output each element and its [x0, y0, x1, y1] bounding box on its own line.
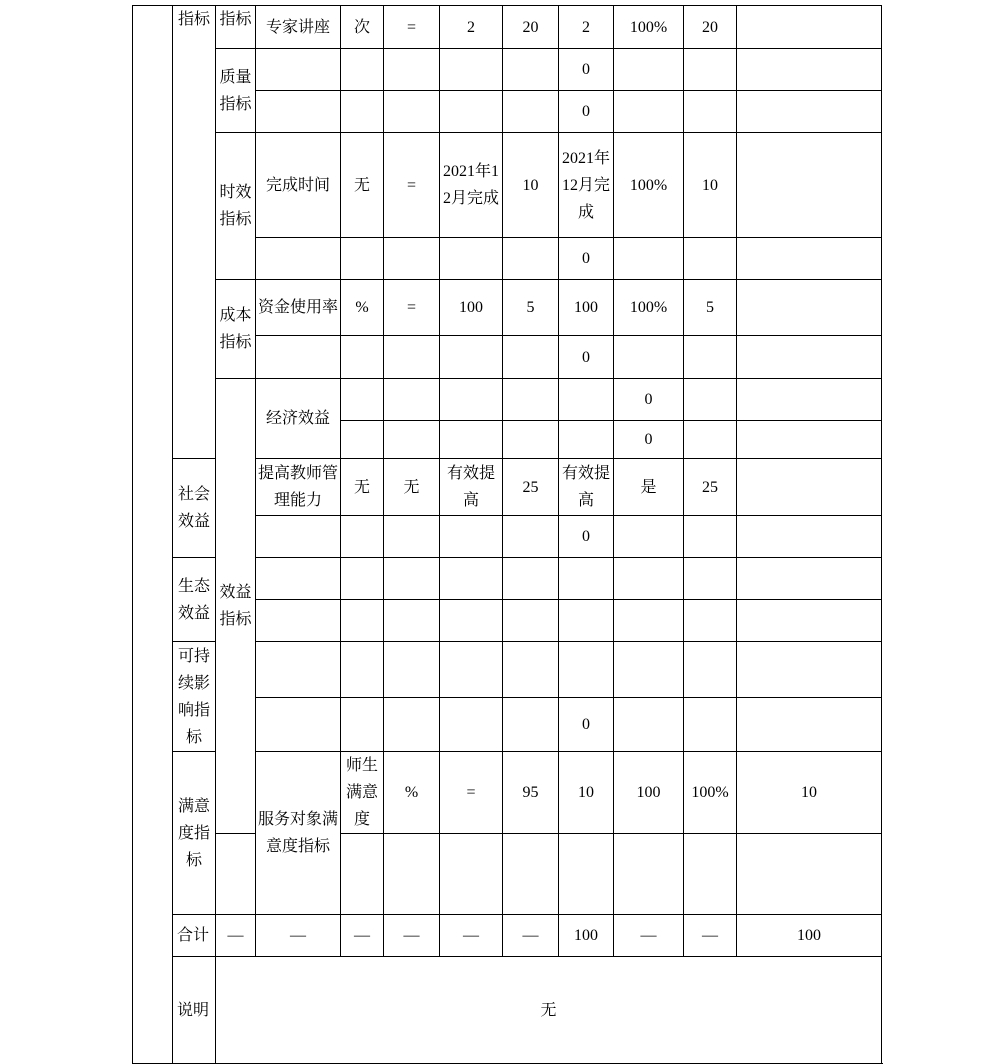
cell-actual-value: [559, 642, 614, 698]
table-row-timeliness-1: [133, 133, 882, 238]
cell-total-dash: —: [384, 915, 440, 957]
cell-score: 5: [684, 280, 737, 336]
cell-level3-social-benefit: 社会效益: [173, 459, 216, 558]
cell-indicator-name: [256, 336, 341, 379]
cell-actual-value: 0: [559, 91, 614, 133]
cell-level3-ecological-benefit: 生态效益: [173, 558, 216, 642]
cell-target-value: [440, 834, 503, 915]
cell-note: [737, 238, 882, 280]
cell-indicator-name: [256, 600, 341, 642]
cell-actual-value: 0: [559, 336, 614, 379]
cell-indicator-name: 资金使用率: [256, 280, 341, 336]
cell-indicator-name: [216, 834, 256, 915]
cell-unit: [341, 600, 384, 642]
cell-unit: 无: [341, 459, 384, 516]
cell-target-value: [440, 336, 503, 379]
cell-score: [684, 600, 737, 642]
cell-actual-value: [559, 600, 614, 642]
cell-actual-value: 100: [614, 752, 684, 834]
cell-target-value: 95: [503, 752, 559, 834]
cell-score: 20: [684, 6, 737, 49]
cell-total-label: 合计: [173, 915, 216, 957]
cell-target-value: [440, 642, 503, 698]
cell-operator: =: [384, 280, 440, 336]
cell-operator: 无: [384, 459, 440, 516]
cell-score: [684, 91, 737, 133]
cell-completion-rate: 100%: [614, 280, 684, 336]
cell-operator: [440, 421, 503, 459]
cell-target-value: [503, 379, 559, 421]
cell-completion-rate: [684, 421, 737, 459]
cell-indicator-name: [256, 642, 341, 698]
cell-score: [684, 558, 737, 600]
cell-weight: [559, 379, 614, 421]
cell-actual-value: 有效提高: [559, 459, 614, 516]
performance-indicator-table: [132, 5, 882, 1064]
cell-completion-rate: 100%: [614, 133, 684, 238]
cell-note: [737, 49, 882, 91]
table-row-cost-1: [133, 280, 882, 336]
cell-actual-value: [559, 558, 614, 600]
cell-target-value: [440, 558, 503, 600]
cell-indicator-name: [256, 238, 341, 280]
cell-note: [737, 558, 882, 600]
cell-indicator-name: [256, 558, 341, 600]
cell-weight: [503, 516, 559, 558]
cell-total-dash: —: [341, 915, 384, 957]
cell-indicator-name: 提高教师管理能力: [256, 459, 341, 516]
cell-weight: [503, 558, 559, 600]
cell-completion-rate: 是: [614, 459, 684, 516]
cell-total-dash: —: [440, 915, 503, 957]
cell-operator: =: [440, 752, 503, 834]
cell-unit: [384, 379, 440, 421]
cell-weight: [503, 91, 559, 133]
cell-completion-rate: [614, 834, 684, 915]
cell-actual-value: 0: [559, 516, 614, 558]
cell-target-value: 有效提高: [440, 459, 503, 516]
cell-operator: [384, 600, 440, 642]
table-row-expert-lecture: [133, 6, 882, 49]
cell-completion-rate: [614, 516, 684, 558]
cell-remark-value: 无: [216, 957, 882, 1064]
cell-completion-rate: [614, 336, 684, 379]
cell-operator: [440, 379, 503, 421]
cell-score: [684, 698, 737, 752]
cell-operator: [384, 558, 440, 600]
cell-actual-value: 100: [559, 280, 614, 336]
cell-operator: =: [384, 6, 440, 49]
cell-unit: [341, 238, 384, 280]
cell-note: [737, 516, 882, 558]
cell-note: [737, 280, 882, 336]
cell-completion-rate: [614, 558, 684, 600]
cell-unit: [341, 516, 384, 558]
cell-unit: [341, 91, 384, 133]
cell-indicator-name: [256, 49, 341, 91]
cell-note: [737, 91, 882, 133]
cell-operator: [384, 642, 440, 698]
cell-target-value: 2: [440, 6, 503, 49]
cell-completion-rate: [614, 642, 684, 698]
cell-weight: [503, 698, 559, 752]
cell-weight: 5: [503, 280, 559, 336]
cell-target-value: [440, 238, 503, 280]
cell-unit: 次: [341, 6, 384, 49]
cell-note: [737, 600, 882, 642]
cell-target-value: [440, 91, 503, 133]
cell-weight: 20: [503, 6, 559, 49]
cell-completion-rate: 100%: [614, 6, 684, 49]
cell-unit: [341, 336, 384, 379]
cell-target-value: [503, 421, 559, 459]
cell-unit: 无: [341, 133, 384, 238]
table-row-quality-1: [133, 49, 882, 91]
cell-target-value: [440, 516, 503, 558]
cell-completion-rate: [614, 600, 684, 642]
cell-weight: [503, 336, 559, 379]
table-row-satisfaction-2: [133, 834, 882, 915]
cell-level3-economic-benefit: 经济效益: [256, 379, 341, 459]
cell-unit: [341, 698, 384, 752]
cell-score: [684, 642, 737, 698]
cell-score: [737, 379, 882, 421]
cell-total-weight: 100: [559, 915, 614, 957]
cell-unit: [341, 642, 384, 698]
cell-total-dash: —: [614, 915, 684, 957]
cell-completion-rate: [684, 379, 737, 421]
cell-level3-quantity-indicator: 指标: [216, 6, 256, 49]
cell-completion-rate: [614, 91, 684, 133]
cell-level2-satisfaction-indicator: 满意度指标: [173, 752, 216, 915]
cell-weight: [503, 600, 559, 642]
cell-actual-value: [559, 834, 614, 915]
cell-indicator-name: [341, 421, 384, 459]
cell-weight: [503, 834, 559, 915]
cell-remark-label: 说明: [173, 957, 216, 1064]
cell-weight: 10: [503, 133, 559, 238]
cell-note: [737, 133, 882, 238]
cell-score: [737, 421, 882, 459]
cell-completion-rate: 100%: [684, 752, 737, 834]
cell-weight: [559, 421, 614, 459]
cell-completion-rate: [614, 49, 684, 91]
cell-operator: =: [384, 133, 440, 238]
cell-indicator-name: [341, 379, 384, 421]
cell-unit: %: [384, 752, 440, 834]
cell-target-value: [440, 698, 503, 752]
cell-actual-value: 0: [559, 238, 614, 280]
cell-indicator-name: 专家讲座: [256, 6, 341, 49]
cell-weight: [503, 238, 559, 280]
cell-actual-value: 0: [614, 379, 684, 421]
cell-actual-value: 0: [559, 49, 614, 91]
cell-score: [684, 834, 737, 915]
cell-total-dash: —: [256, 915, 341, 957]
cell-unit: [341, 834, 384, 915]
cell-operator: [384, 834, 440, 915]
cell-note: [737, 6, 882, 49]
cell-total-dash: —: [684, 915, 737, 957]
cell-operator: [384, 91, 440, 133]
cell-score: 10: [684, 133, 737, 238]
cell-actual-value: 0: [559, 698, 614, 752]
cell-level3-cost-indicator: 成本指标: [216, 280, 256, 379]
cell-unit: [341, 558, 384, 600]
cell-weight: [503, 642, 559, 698]
cell-level2-output-indicator: 指标: [173, 6, 216, 459]
cell-actual-value: 2: [559, 6, 614, 49]
cell-level3-timeliness-indicator: 时效指标: [216, 133, 256, 280]
cell-level1-continuation: [133, 6, 173, 1064]
cell-operator: [384, 516, 440, 558]
cell-actual-value: 0: [614, 421, 684, 459]
cell-level3-sustainable-impact: 可持续影响指标: [173, 642, 216, 752]
cell-unit: [341, 49, 384, 91]
cell-level3-quality-indicator: 质量指标: [216, 49, 256, 133]
cell-note: [737, 698, 882, 752]
cell-indicator-name: 完成时间: [256, 133, 341, 238]
cell-score: [684, 49, 737, 91]
cell-target-value: [440, 49, 503, 91]
cell-indicator-name: [256, 516, 341, 558]
cell-weight: [503, 49, 559, 91]
cell-note: [737, 642, 882, 698]
cell-operator: [384, 698, 440, 752]
cell-level3-service-satisfaction: 服务对象满意度指标: [256, 752, 341, 915]
cell-indicator-name: 师生满意度: [341, 752, 384, 834]
cell-level2-benefit-indicator: 效益指标: [216, 379, 256, 834]
cell-operator: [384, 238, 440, 280]
cell-unit: %: [341, 280, 384, 336]
cell-completion-rate: [614, 238, 684, 280]
cell-total-dash: —: [216, 915, 256, 957]
cell-target-value: 100: [440, 280, 503, 336]
cell-score: 25: [684, 459, 737, 516]
cell-score: [684, 336, 737, 379]
cell-actual-value: 2021年12月完成: [559, 133, 614, 238]
cell-score: [684, 238, 737, 280]
table-row-remark: [133, 957, 882, 1064]
cell-total-dash: —: [503, 915, 559, 957]
cell-target-value: 2021年12月完成: [440, 133, 503, 238]
cell-indicator-name: [256, 698, 341, 752]
cell-weight: 25: [503, 459, 559, 516]
cell-note: [737, 459, 882, 516]
cell-score: [684, 516, 737, 558]
table-row-total: [133, 915, 882, 957]
table-row-economic-1: [133, 379, 882, 421]
cell-total-score: 100: [737, 915, 882, 957]
cell-completion-rate: [614, 698, 684, 752]
cell-unit: [384, 421, 440, 459]
cell-target-value: [440, 600, 503, 642]
cell-indicator-name: [256, 91, 341, 133]
cell-note: [737, 834, 882, 915]
cell-operator: [384, 336, 440, 379]
cell-note: [737, 336, 882, 379]
cell-weight: 10: [559, 752, 614, 834]
cell-score: 10: [737, 752, 882, 834]
cell-operator: [384, 49, 440, 91]
